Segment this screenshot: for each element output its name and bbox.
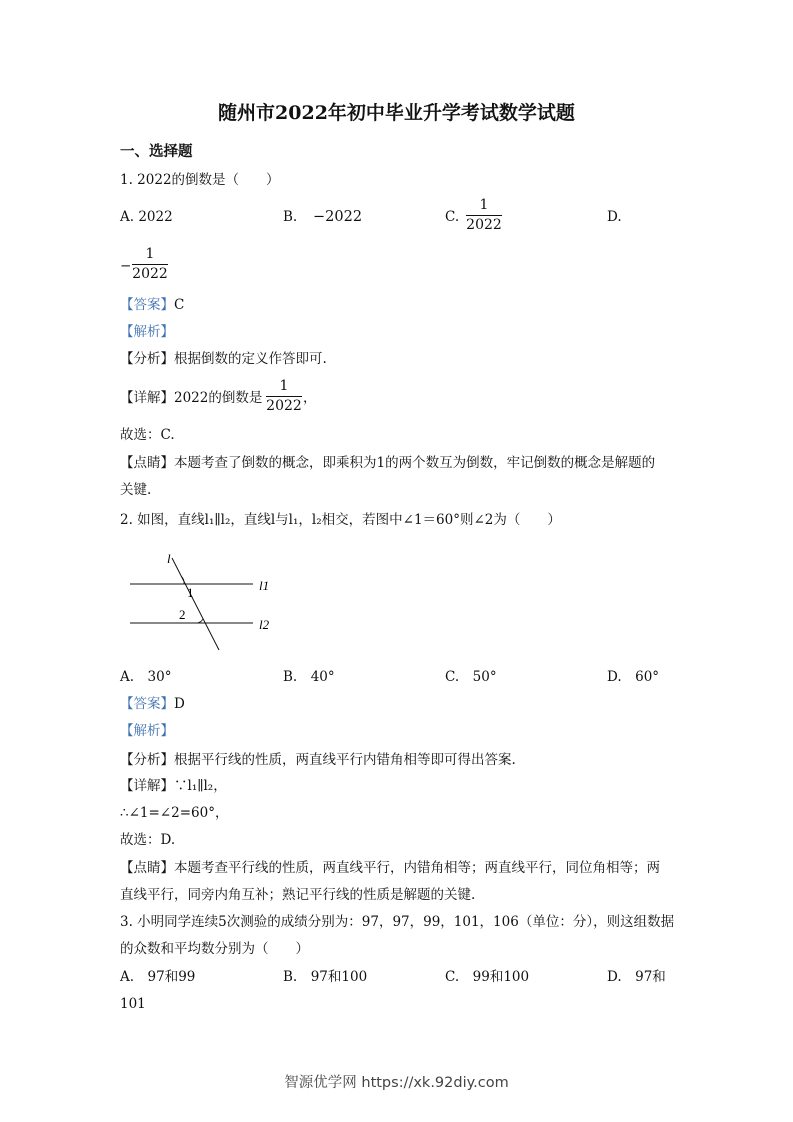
q3-stem-line1: 3. 小明同学连续5次测验的成绩分别为：97，97，99，101，106（单位：分），则这组数据 — [120, 914, 675, 930]
q1-xiangjie-fraction — [266, 378, 302, 415]
q1-xiangjie-comma: ， — [303, 390, 317, 406]
page-title: 随州市2022年初中毕业升学考试数学试题 — [218, 102, 575, 124]
q2-therefore: ∴∠1=∠2=60°， — [120, 805, 229, 821]
q3-option-d: D. 97和 — [607, 969, 666, 985]
line-l — [172, 558, 219, 650]
q3-option-a: A. 97和99 — [120, 969, 196, 985]
label-angle-2: 2 — [179, 607, 186, 622]
q2-answer — [120, 695, 185, 713]
q1-option-a: A. 2022 — [120, 209, 173, 225]
q1-stem: 1. 2022的倒数是（ ） — [120, 172, 280, 188]
fraction-denominator: 2022 — [132, 266, 168, 282]
q1-dianjing-line2: 关键. — [120, 482, 152, 498]
answer-value: D — [174, 696, 185, 712]
q1-option-d-sign: − — [120, 258, 132, 274]
footer-watermark: 智源优学网 https://xk.92diy.com — [284, 1075, 509, 1091]
q1-dianjing-line1: 【点睛】本题考查了倒数的概念，即乘积为1的两个数互为倒数，牢记倒数的概念是解题的 — [120, 455, 656, 471]
answer-tag: 【答案】 — [120, 696, 174, 712]
q2-option-c: C. 50° — [445, 669, 497, 685]
fraction-denominator: 2022 — [466, 217, 502, 233]
q2-option-a: A. 30° — [120, 669, 172, 685]
q1-xiangjie-text: 【详解】2022的倒数是 — [120, 390, 263, 406]
angle-2-arc — [196, 619, 203, 623]
q2-analysis-tag: 【解析】 — [120, 723, 174, 739]
fraction-bar — [266, 396, 302, 397]
q1-fenxi: 【分析】根据倒数的定义作答即可. — [120, 351, 327, 367]
q1-answer — [120, 296, 184, 314]
q3-stem-line2: 的众数和平均数分别为（ ） — [120, 941, 309, 957]
q1-option-d-label: D. — [607, 209, 622, 225]
fraction-denominator: 2022 — [266, 398, 302, 414]
q2-xiangjie: 【详解】∵l₁∥l₂， — [120, 778, 227, 794]
fraction-numerator: 1 — [479, 197, 489, 213]
q1-option-c-fraction — [466, 197, 502, 234]
section-heading: 一、选择题 — [120, 143, 193, 160]
q1-choose: 故选：C. — [120, 427, 175, 443]
q1-option-d-fraction — [132, 246, 168, 283]
q3-option-d-continued: 101 — [120, 996, 146, 1012]
fraction-numerator: 1 — [145, 246, 155, 262]
q1-option-b-label: B. — [283, 209, 298, 225]
fraction-bar — [132, 264, 168, 265]
q2-choose: 故选：D. — [120, 832, 176, 848]
q1-analysis-tag: 【解析】 — [120, 324, 174, 340]
q1-option-c-label: C. — [445, 209, 460, 225]
label-l1: l1 — [259, 578, 270, 593]
answer-tag: 【答案】 — [120, 297, 174, 313]
q3-option-b: B. 97和100 — [283, 969, 368, 985]
q2-dianjing-line2: 直线平行，同旁内角互补；熟记平行线的性质是解题的关键. — [120, 887, 476, 903]
label-angle-1: 1 — [187, 585, 194, 600]
q2-stem: 2. 如图，直线l₁∥l₂，直线l与l₁，l₂相交，若图中∠1＝60°则∠2为（ ） — [120, 512, 561, 528]
fraction-bar — [466, 215, 502, 216]
q2-dianjing-line1: 【点睛】本题考查平行线的性质，两直线平行，内错角相等；两直线平行，同位角相等；两 — [120, 860, 660, 876]
q3-option-c: C. 99和100 — [445, 969, 530, 985]
answer-value: C — [174, 297, 185, 313]
fraction-numerator: 1 — [279, 378, 289, 394]
q2-fenxi: 【分析】根据平行线的性质，两直线平行内错角相等即可得出答案. — [120, 752, 516, 768]
label-l2: l2 — [259, 617, 270, 632]
q1-option-b-value: −2022 — [313, 209, 363, 225]
label-l: l — [167, 551, 171, 566]
q2-option-b: B. 40° — [283, 669, 335, 685]
parallel-lines-figure — [120, 548, 280, 656]
q2-option-d: D. 60° — [607, 669, 660, 685]
